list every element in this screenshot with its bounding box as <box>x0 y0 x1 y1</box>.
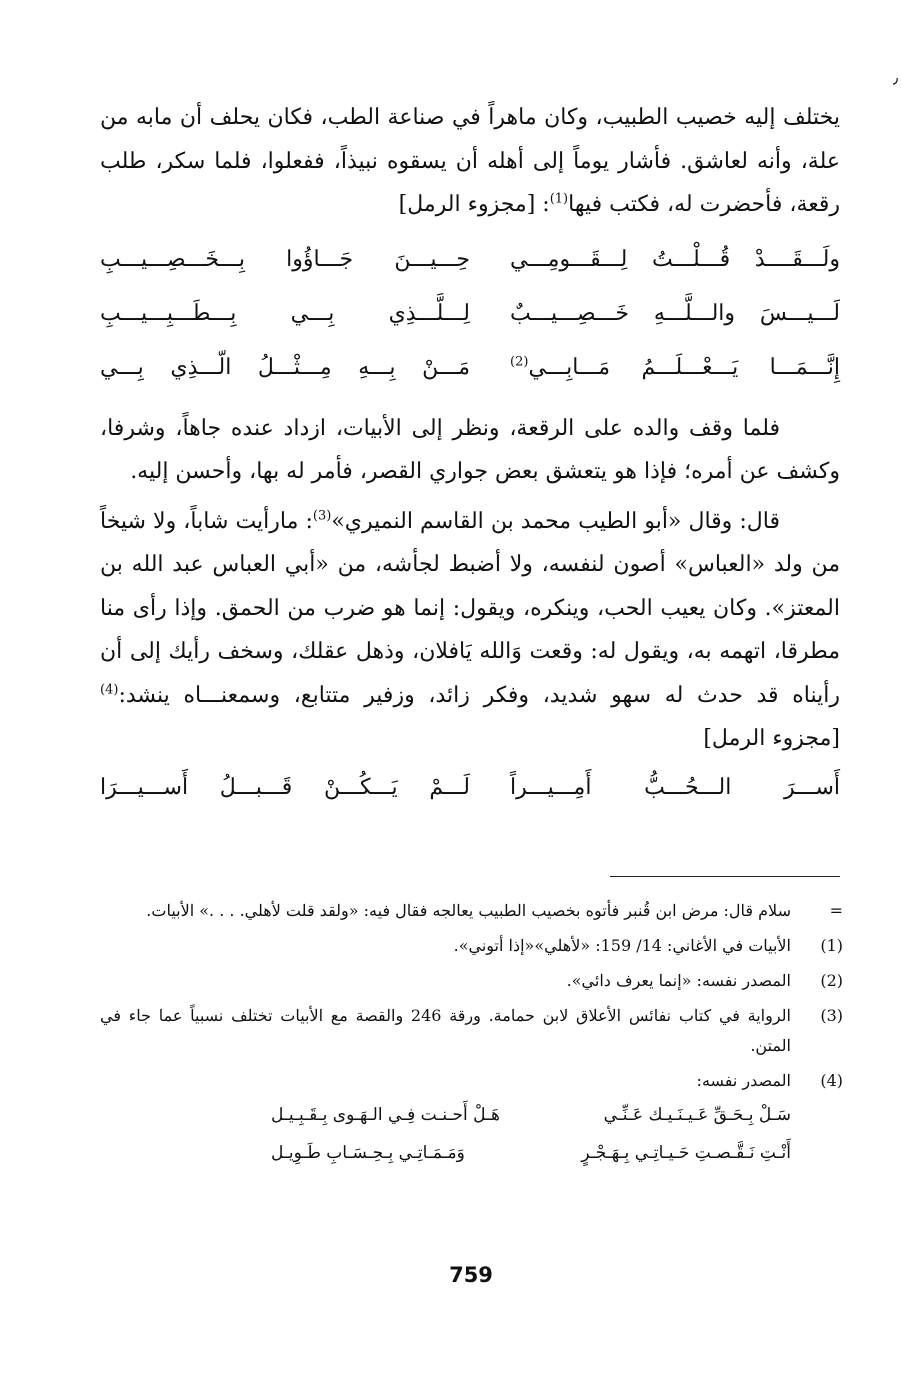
poem-2-verse-1 <box>100 761 840 815</box>
main-text <box>100 96 840 815</box>
verse-first-hemistich: سَـلْ بِـحَـقِّ عَـيـنَـيـك عَـنِّـي <box>603 1105 791 1125</box>
poem-1-verse-2 <box>100 287 840 341</box>
verse-first-hemistich: لَـــيـــسَ والـــلَّـــهِ خَـــصِـــيـــبٌ <box>510 300 840 326</box>
footnote-text: سلام قال: مرض ابن قُنبر فأتوه بخصيب الطبيب يعالجه فقال فيه: «ولقد قلت لأهلي. . . .» الأبيات. <box>146 901 791 920</box>
verse-first-hemistich <box>510 341 840 395</box>
footnote-separator <box>610 876 840 877</box>
footnote-text: المصدر نفسه: <box>696 1071 791 1090</box>
footnote-ref-3: (3) <box>312 508 332 524</box>
footnote-text: الأبيات في الأغاني: 14/ 159: «لأهلي»«إذا أتوني». <box>453 936 791 955</box>
verse-second-hemistich: هَـلْ أَحـنـت فِـي الـهَـوى بِـقَـبِـيـل <box>271 1105 500 1125</box>
paragraph-1 <box>100 96 840 227</box>
footnote-2 <box>100 966 843 996</box>
poem-1-verse-3 <box>100 341 840 395</box>
page-number: 759 <box>449 1263 493 1287</box>
footnote-ref-2: (2) <box>510 354 529 370</box>
footnote-ref-1: (1) <box>549 191 569 207</box>
verse-second-hemistich: حِـــيـــنَ جَـــاؤُوا بِـــخَـــصِـــيـــبِ <box>100 246 470 272</box>
paragraph-3 <box>100 500 840 761</box>
meter-label-2: [مجزوء الرمل] <box>703 726 840 751</box>
paragraph-1-text: يختلف إليه خصيب الطبيب، وكان ماهراً في صناعة الطب، فكان يحلف أن مابه من علة، وأنه لعاشق. فأشار يوماً إلى أهله أن يسقوه نبيذاً، ففعلوا، فلما سكر، طلب رقعة، فأحضرت له، فكتب فيها <box>100 105 840 217</box>
verse-first-hemistich: أَســـرَ الـــحُـــبُّ أَمِـــيـــراً <box>510 774 840 800</box>
footnote-4 <box>100 1066 843 1096</box>
footnotes <box>100 896 843 1172</box>
footnote-number: (1) <box>820 936 843 955</box>
poem-1-verse-1 <box>100 233 840 287</box>
paragraph-3-text-b: : مارأيت شاباً، ولا شيخاً من ولد «العباس» أصون لنفسه، ولا أضبط لجأشه، من «أبي العباس عبد الله بن المعتز». وكان يعيب الحب، وينكره، ويقول: إنما هو ضرب من الحمق. وإذا رأى منا مطرقا، اتهمه به، ويقول له: وقعت وَالله يَافلان، وذهل عقلك، وسخف رأيك إلى أن رأيناه قد حدث له سهو شديد، وفكر زائد، وزفير متتابع، وسمعنـــاه ينشد: <box>100 508 840 708</box>
footnote-text: الرواية في كتاب نفائس الأعلاق لابن حمامة. ورقة 246 والقصة مع الأبيات تختلف نسبياً عما جاء في المتن. <box>100 1006 791 1055</box>
verse-first-hemistich: ولَـــقَــــدْ قُـــلْـــتُ لِـــقَـــومِـــي <box>510 246 840 272</box>
verse-first-hemistich-text: إِنَّـــمَـــا يَـــعْـــلَـــمُ مَـــابِـــي <box>528 354 840 380</box>
verse-first-hemistich: أَنْـتِ نَـقَّـصـتِ حَـيـاتِـي بِـهَـجْـرٍ <box>581 1143 791 1163</box>
footnote-continuation <box>100 896 843 926</box>
spacer <box>100 395 840 407</box>
footnote-ref-4: (4) <box>100 682 119 698</box>
margin-mark: ٫ <box>893 68 899 87</box>
paragraph-2: فلما وقف والده على الرقعة، ونظر إلى الأبيات، ازداد عنده جاهاً، وشرفا، وكشف عن أمره؛ فإذا هو يتعشق بعض جواري القصر، فأمر له بها، وأحسن إليه. <box>100 415 840 484</box>
verse-second-hemistich: لَـــمْ يَـــكُـــنْ قَـــبـــلُ أَســـيـــرَا <box>100 774 470 800</box>
meter-label-1: : [مجزوء الرمل] <box>398 192 550 217</box>
footnote-3 <box>100 1001 843 1061</box>
footnote-number: = <box>829 901 843 920</box>
footnote-number: (3) <box>820 1006 843 1025</box>
footnote-number: (2) <box>820 971 843 990</box>
verse-second-hemistich: مَـــنْ بِـــهِ مِـــثْـــلُ الّـــذِي بِـــي <box>100 354 470 380</box>
footnote-1 <box>100 931 843 961</box>
verse-second-hemistich: لِـــلَّـــذِي بِـــي بِـــطَـــبِـــيـــبِ <box>100 300 470 326</box>
verse-second-hemistich: وَمَـمَـاتِـي بِـحِـسَـابِ طَـوِيـل <box>271 1143 465 1163</box>
footnote-verse-1 <box>271 1096 791 1134</box>
footnote-text: المصدر نفسه: «إنما يعرف دائي». <box>566 971 791 990</box>
footnote-number: (4) <box>820 1071 843 1090</box>
footnote-verse-2 <box>271 1134 791 1172</box>
paragraph-3-text-a: قال: وقال «أبو الطيب محمد بن القاسم النميري» <box>331 508 780 534</box>
